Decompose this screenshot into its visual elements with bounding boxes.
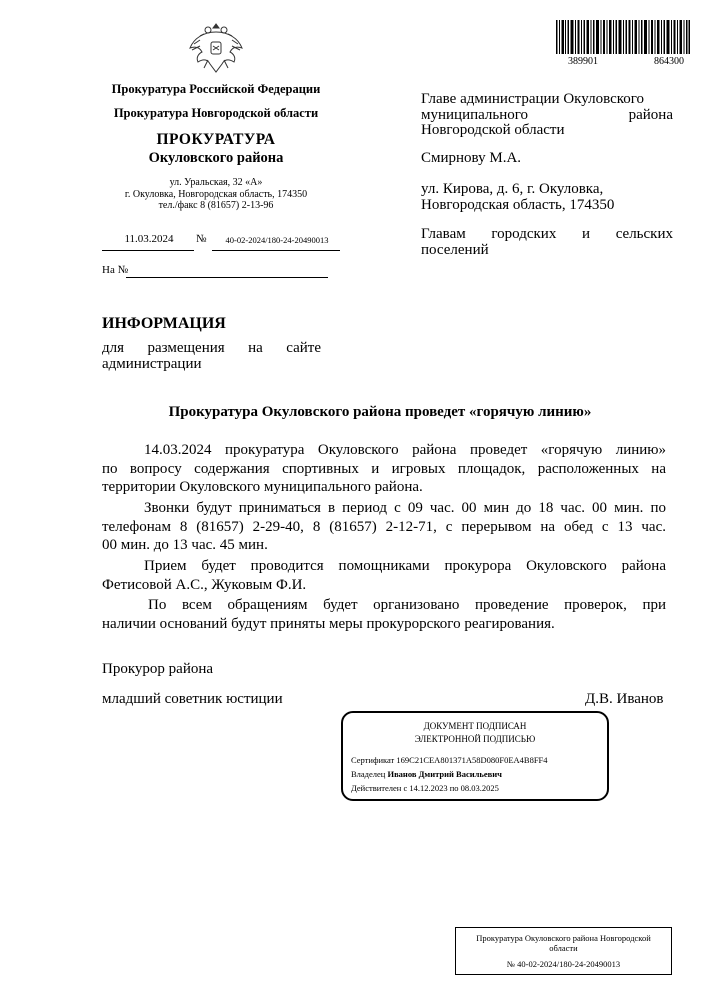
- p4-line1: По всем обращениям будет организовано проведение проверок, при: [148, 597, 666, 613]
- barcode: [556, 20, 690, 54]
- barcode-number-right: 864300: [654, 56, 684, 67]
- recipient-line1: Главе администрации Окуловского: [421, 91, 645, 107]
- electronic-signature-stamp: [341, 711, 609, 801]
- info-title: ИНФОРМАЦИЯ: [102, 315, 226, 332]
- info-subtitle-line2: администрации: [102, 355, 202, 372]
- stamp-certificate-label: Сертификат: [351, 755, 395, 765]
- p2-line1: Звонки будут приниматься в период с 09 час. 00 мин до 18 час. 00 мин. по: [144, 500, 666, 516]
- p2-line2: телефонам 8 (81657) 2-29-40, 8 (81657) 2-12-71, с перерывом на обед с 13 час.: [102, 518, 666, 535]
- reply-to-label: На №: [102, 264, 129, 276]
- footer-org-line1: Прокуратура Окуловского района Новгородской: [476, 933, 651, 943]
- registration-number-sign: №: [196, 233, 207, 245]
- date-underline: [102, 250, 194, 251]
- recipient-line2-right: района: [628, 106, 673, 123]
- stamp-certificate: [351, 755, 548, 765]
- paragraph-4: [102, 596, 666, 633]
- recipient-cc-line2: поселений: [421, 241, 489, 258]
- reply-to-underline: [126, 277, 328, 278]
- stamp-valid-from-label: с: [403, 783, 408, 793]
- p2-line3: 00 мин. до 13 час. 45 мин.: [102, 537, 268, 554]
- stamp-owner: [351, 769, 502, 779]
- barcode-number-left: 389901: [568, 56, 598, 67]
- org-address: [100, 177, 332, 212]
- coat-of-arms-emblem: [186, 18, 246, 76]
- org-title: ПРОКУРАТУРА: [156, 131, 276, 148]
- stamp-certificate-value: 169C21CEA801371A58D080F0EA4B8FF4: [396, 755, 548, 765]
- footer-registration-box: [455, 927, 672, 975]
- info-subtitle-line1: для размещения на сайте: [102, 340, 321, 356]
- org-address-line2: г. Окуловка, Новгородская область, 174350: [124, 188, 308, 200]
- recipient-cc-line1: Главам городских и сельских: [421, 226, 673, 242]
- recipient-name: Смирнову М.А.: [421, 150, 522, 166]
- recipient-line3: Новгородской области: [421, 122, 565, 138]
- number-underline: [212, 250, 340, 251]
- stamp-title-line2: ЭЛЕКТРОННОЙ ПОДПИСЬЮ: [414, 734, 536, 744]
- footer-org-line2: области: [549, 943, 578, 953]
- stamp-valid-from: 14.12.2023: [409, 783, 448, 793]
- stamp-validity: [351, 783, 499, 793]
- p1-line2: по вопросу содержания спортивных и игровых площадок, расположенных на: [102, 460, 666, 477]
- org-address-line3: тел./факс 8 (81657) 2-13-96: [158, 200, 274, 211]
- stamp-valid-label: Действителен: [351, 783, 402, 793]
- org-address-line1: ул. Уральская, 32 «А»: [169, 177, 263, 188]
- signatory-rank: младший советник юстиции: [102, 691, 283, 707]
- org-name-federal: Прокуратура Российской Федерации: [111, 82, 321, 96]
- signatory-position: Прокурор района: [102, 661, 214, 677]
- recipient-address: [421, 182, 673, 213]
- paragraph-3: [102, 557, 666, 594]
- recipient-address-line1: ул. Кирова, д. 6, г. Окуловка,: [421, 181, 604, 197]
- stamp-valid-to-label: по: [449, 783, 459, 793]
- footer-number: № 40-02-2024/180-24-20490013: [506, 959, 621, 969]
- org-district: Окуловского района: [148, 150, 284, 166]
- p3-line1: Прием будет проводится помощниками прокурора Окуловского района: [144, 558, 666, 574]
- org-name-regional: Прокуратура Новгородской области: [113, 106, 319, 120]
- stamp-owner-value: Иванов Дмитрий Васильевич: [387, 769, 502, 779]
- recipient-line2: [421, 108, 673, 124]
- recipient-line2-left: муниципального: [421, 106, 529, 123]
- stamp-title-line1: ДОКУМЕНТ ПОДПИСАН: [423, 721, 527, 731]
- recipient-cc: [421, 227, 673, 258]
- p1-line1: 14.03.2024 прокуратура Окуловского района проведет «горячую линию»: [144, 442, 666, 458]
- stamp-valid-to: 08.03.2025: [460, 783, 499, 793]
- paragraph-1: [102, 441, 666, 497]
- recipient-address-line2: Новгородская область, 174350: [421, 196, 615, 213]
- signatory-name: Д.В. Иванов: [585, 691, 664, 707]
- info-subtitle: [102, 341, 321, 372]
- document-title: Прокуратура Окуловского района проведет «горячую линию»: [168, 404, 592, 420]
- p1-line3: территории Окуловского муниципального района.: [102, 479, 423, 496]
- registration-date: 11.03.2024: [124, 233, 174, 245]
- p4-line2: наличии оснований будут приняты меры прокурорского реагирования.: [102, 615, 555, 632]
- registration-number: 40-02-2024/180-24-20490013: [225, 235, 329, 245]
- stamp-owner-label: Владелец: [351, 769, 386, 779]
- paragraph-2: [102, 499, 666, 555]
- p3-line2: Фетисовой А.С., Жуковым Ф.И.: [102, 576, 307, 593]
- recipient-block: [421, 92, 673, 139]
